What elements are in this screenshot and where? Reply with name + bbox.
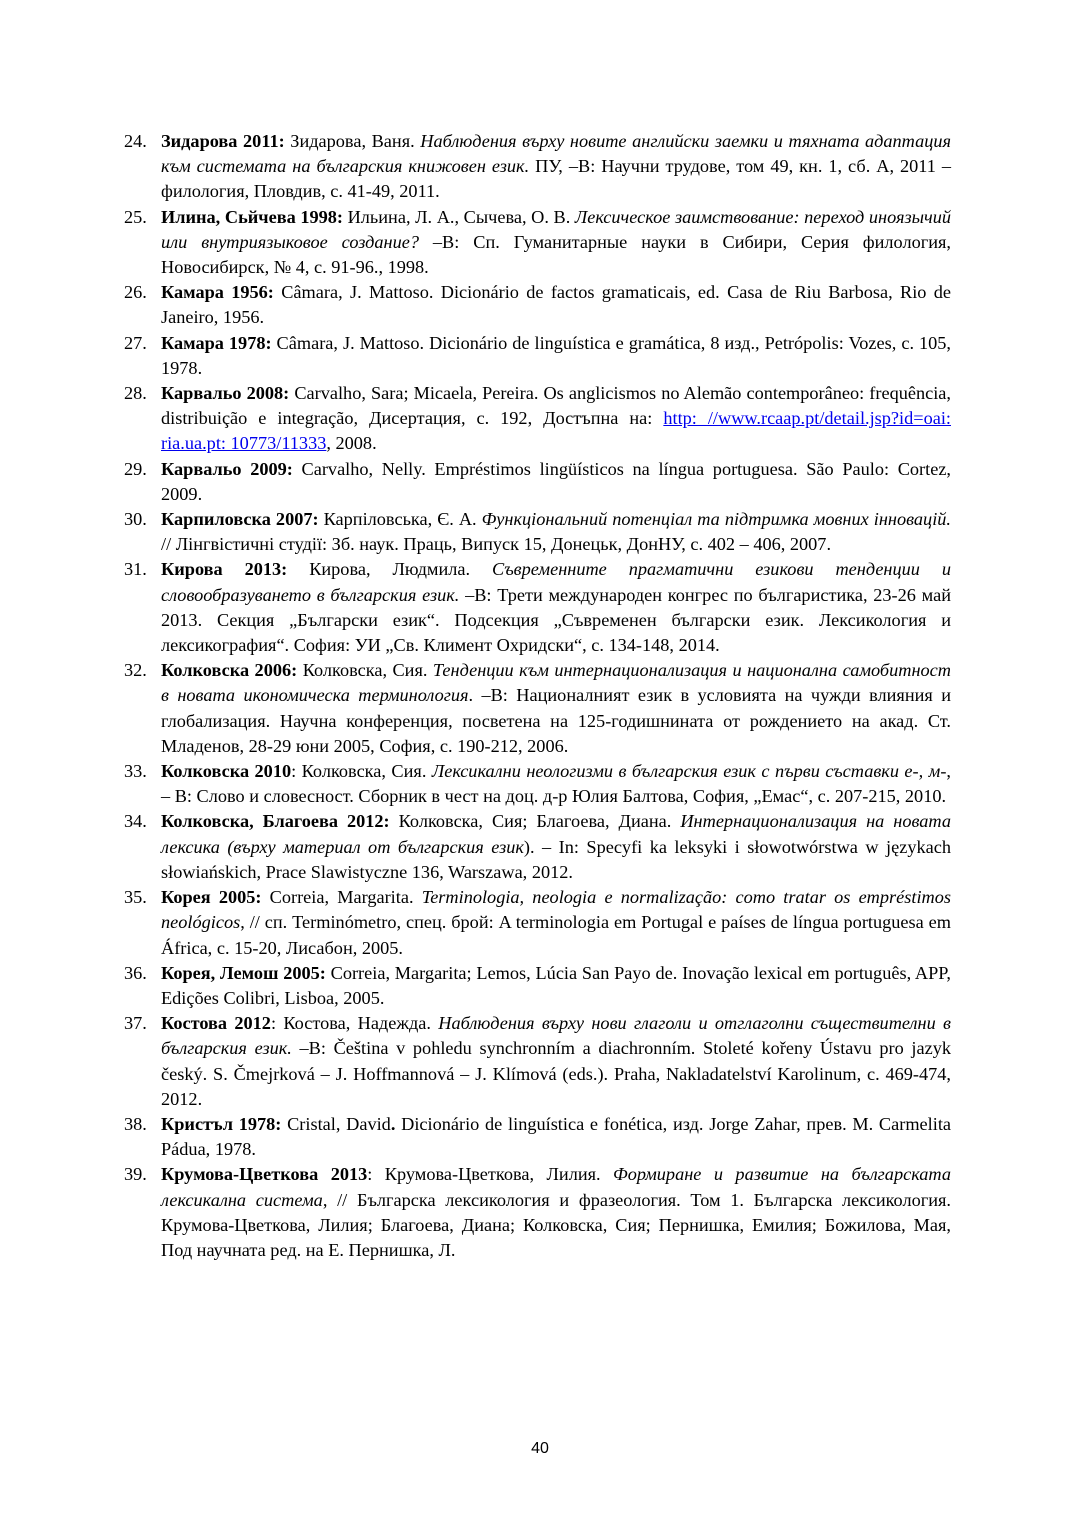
reference-title: , — [891, 332, 897, 353]
reference-text: Колковска, Сия. — [297, 660, 433, 681]
reference-entry — [124, 129, 951, 205]
reference-text: ПУ, –В: Научни трудове, том 49, кн. 1, сб. А, 2011 – филология, Пловдив, с. 41-49, 2011. — [161, 156, 951, 202]
reference-key: Камара 1978: — [161, 332, 272, 353]
reference-title: Terminologia, neologia e normalização: como tratar os empréstimos neológicos — [161, 887, 951, 933]
reference-title: Тенденции към интернационализация и национална самобитност в новата икономическа терминология — [161, 660, 951, 706]
reference-title: Формиране и развитие на българската лексикална система — [161, 1164, 951, 1210]
reference-key: Колковска 2006: — [161, 660, 298, 681]
reference-key: Илина, Сьйчева 1998: — [161, 206, 343, 227]
reference-entry — [124, 658, 951, 759]
reference-text: : Костова, Надежда. — [270, 1013, 439, 1034]
reference-entry — [124, 961, 951, 1011]
reference-key: Карвальо 2009: — [161, 458, 293, 479]
reference-text: с. 105, 1978. — [161, 332, 951, 378]
reference-number: 27. — [124, 332, 147, 353]
reference-title: Наблюдения върху новите английски заемки и тяхната адаптация към системата на българския книжовен език. — [161, 131, 951, 177]
reference-key: Карвальо 2008: — [161, 383, 290, 404]
reference-key: Кристъл 1978: — [161, 1113, 282, 1134]
reference-text: –В: Сп. Гуманитарные науки в Сибири, Серия филология, Новосибирск, № 4, с. 91-96., 1998. — [161, 231, 951, 278]
reference-entry — [124, 1011, 951, 1112]
reference-key: Зидарова 2011: — [161, 131, 285, 151]
reference-key: Крумова-Цветкова 2013 — [161, 1164, 368, 1185]
reference-text: –В: Трети международен конгрес по българистика, 23-26 май 2013. Секция „Български език“. Подсекция „Съвременен български език. Лексикология и лексикография“. София: УИ „Св. Климент Охридски“, с. 134-148, 2014. — [161, 584, 951, 656]
reference-number: 37. — [124, 1013, 147, 1034]
reference-key: Камара 1956: — [161, 282, 274, 303]
reference-text: , // Българска лексикология и фразеология. Том 1. Българска лексикология. Крумова-Цветкова, Лилия; Благоева, Диана; Колковска, Сия; Пернишка, Емилия; Божилова, Мая, Под научната ред. на Е. Пернишка, Л. — [161, 1189, 951, 1260]
reference-number: 36. — [124, 962, 147, 983]
reference-number: 26. — [124, 282, 147, 303]
reference-text: Карпіловська, Є. А. — [318, 509, 482, 530]
reference-number: 34. — [124, 811, 147, 832]
reference-number: 25. — [124, 206, 147, 227]
reference-text: Dicionário de linguística e fonética, изд. Jorge Zahar, прев. M. Carmelita Pádua, 1978. — [161, 1113, 952, 1160]
reference-text: Carvalho, Sara; Micaela, Pereira. Os anglicismos no Alemão contemporâneo: frequência, distribuição e integração — [161, 383, 951, 429]
reference-entry — [124, 381, 951, 457]
reference-text: : Крумова-Цветкова, Лилия. — [367, 1164, 614, 1185]
reference-text: Câmara, J. Mattoso. Dicionário de factos gramaticais, ed. Casa de Riu Barbosa, Rio de Janeiro, 1956. — [161, 282, 951, 328]
reference-title: Съвременните прагматични езикови тенденции и словообразуването в българския език. — [161, 559, 952, 605]
reference-title: , — [353, 408, 359, 429]
reference-key: Костова 2012 — [161, 1013, 271, 1034]
reference-entry — [124, 557, 951, 658]
reference-number: 24. — [124, 131, 147, 151]
reference-text: Ильина, Л. А., Сычева, О. В. — [342, 206, 575, 227]
reference-list — [124, 129, 951, 1263]
reference-entry — [124, 759, 951, 809]
reference-text: , // сп. Terminómetro, спец. брой: A terminologia em Portugal e países de língua portuguesa em África, с. 15-20, Лисабон, 2005. — [161, 912, 951, 958]
reference-key: Колковска, Благоева 2012: — [161, 811, 390, 832]
reference-text: ). – In: Specyfi ka leksyki i słowotwórstwa w językach słowiańskich, Prace Slawistyczne 136, Warszawa, 2012. — [161, 836, 951, 882]
reference-entry — [124, 809, 951, 885]
reference-text: –В: Čeština v pohledu synchronním a diachronním. Stoleté kořeny Ústavu pro jazyk český. S. Čmejrková – J. Hoffmannová – J. Klímová (eds.). Praha, Nakladatelství Karolinum, с. 469-474, 2012. — [161, 1038, 951, 1109]
reference-title: Наблюдения върху нови глаголи и отглаголни съществителни в българския език. — [161, 1013, 951, 1059]
reference-entry — [124, 885, 951, 961]
reference-number: 39. — [124, 1164, 147, 1185]
reference-key: Карпиловска 2007: — [161, 509, 319, 530]
reference-key: Кирова 2013: — [161, 559, 288, 580]
reference-number: 31. — [124, 559, 147, 580]
reference-key: Корея 2005: — [161, 887, 262, 908]
page-number: 40 — [531, 1440, 549, 1457]
reference-text: . — [390, 1113, 396, 1134]
reference-title: Лексическое заимствование: переход иноязычий или внутриязыковое создание? — [161, 206, 951, 252]
reference-number: 38. — [124, 1113, 147, 1134]
reference-text: Дисертация, с. 192, Достъпна на: — [358, 408, 664, 429]
reference-entry — [124, 280, 951, 330]
reference-text: Cristal, David — [281, 1113, 391, 1134]
reference-key: Колковска 2010 — [161, 761, 292, 782]
reference-entry — [124, 1112, 951, 1162]
reference-entry — [124, 331, 951, 381]
reference-text: , 2008. — [326, 433, 377, 454]
reference-entry — [124, 457, 951, 507]
reference-title: Лексикални неологизми в българския език с първи съставки е-, м- — [431, 761, 947, 782]
reference-number: 33. — [124, 761, 147, 782]
reference-text: Carvalho, Nelly. Empréstimos lingüísticos na língua portuguesa. São Paulo: Cortez, 2009. — [161, 458, 952, 504]
reference-link[interactable]: http: //www.rcaap.pt/detail.jsp?id=oai: ria.ua.pt: 10773/11333 — [161, 408, 951, 454]
reference-number: 32. — [124, 660, 147, 681]
reference-title: Интернационализация на новата лексика (върху материал от българския език — [161, 811, 951, 857]
reference-text: // Лінгвістичні студії: Зб. наук. Праць, Випуск 15, Донецьк, ДонНУ, с. 402 – 406, 2007. — [161, 534, 832, 555]
reference-number: 29. — [124, 458, 147, 479]
reference-text: Correia, Margarita. — [261, 887, 422, 908]
reference-number: 30. — [124, 509, 147, 530]
reference-text: Câmara, J. Mattoso. Dicionário de linguística e gramática, 8 изд., Petrópolis: Vozes — [271, 332, 892, 353]
reference-entry — [124, 507, 951, 557]
reference-number: 35. — [124, 887, 147, 908]
reference-text: Кирова, Людмила. — [287, 559, 492, 580]
reference-title: Функціональний потенціал та підтримка мовних інновацій. — [481, 509, 951, 530]
reference-entry — [124, 1162, 951, 1263]
reference-text: Correia, Margarita; Lemos, Lúcia San Payo de. Inovação lexical em português, APP, Edições Colibri, Lisboa, 2005. — [161, 962, 951, 1008]
reference-text: . –В: Националният език в условията на чужди влияния и глобализация. Научна конференция, посветена на 125-годишнината от рождението на акад. Ст. Младенов, 28-29 юни 2005, София, с. 190-212, 2006. — [161, 685, 951, 756]
reference-number: 28. — [124, 383, 147, 404]
reference-key: Корея, Лемош 2005: — [161, 962, 326, 983]
reference-text: Зидарова, Ваня. — [284, 131, 421, 151]
reference-text: Колковска, Сия; Благоева, Диана. — [389, 811, 681, 832]
reference-text: , – В: Слово и словесност. Сборник в чест на доц. д-р Юлия Балтова, София, „Емас“, с. 207-215, 2010. — [161, 761, 951, 807]
reference-text: : Колковска, Сия. — [291, 761, 432, 782]
reference-entry — [124, 205, 951, 281]
